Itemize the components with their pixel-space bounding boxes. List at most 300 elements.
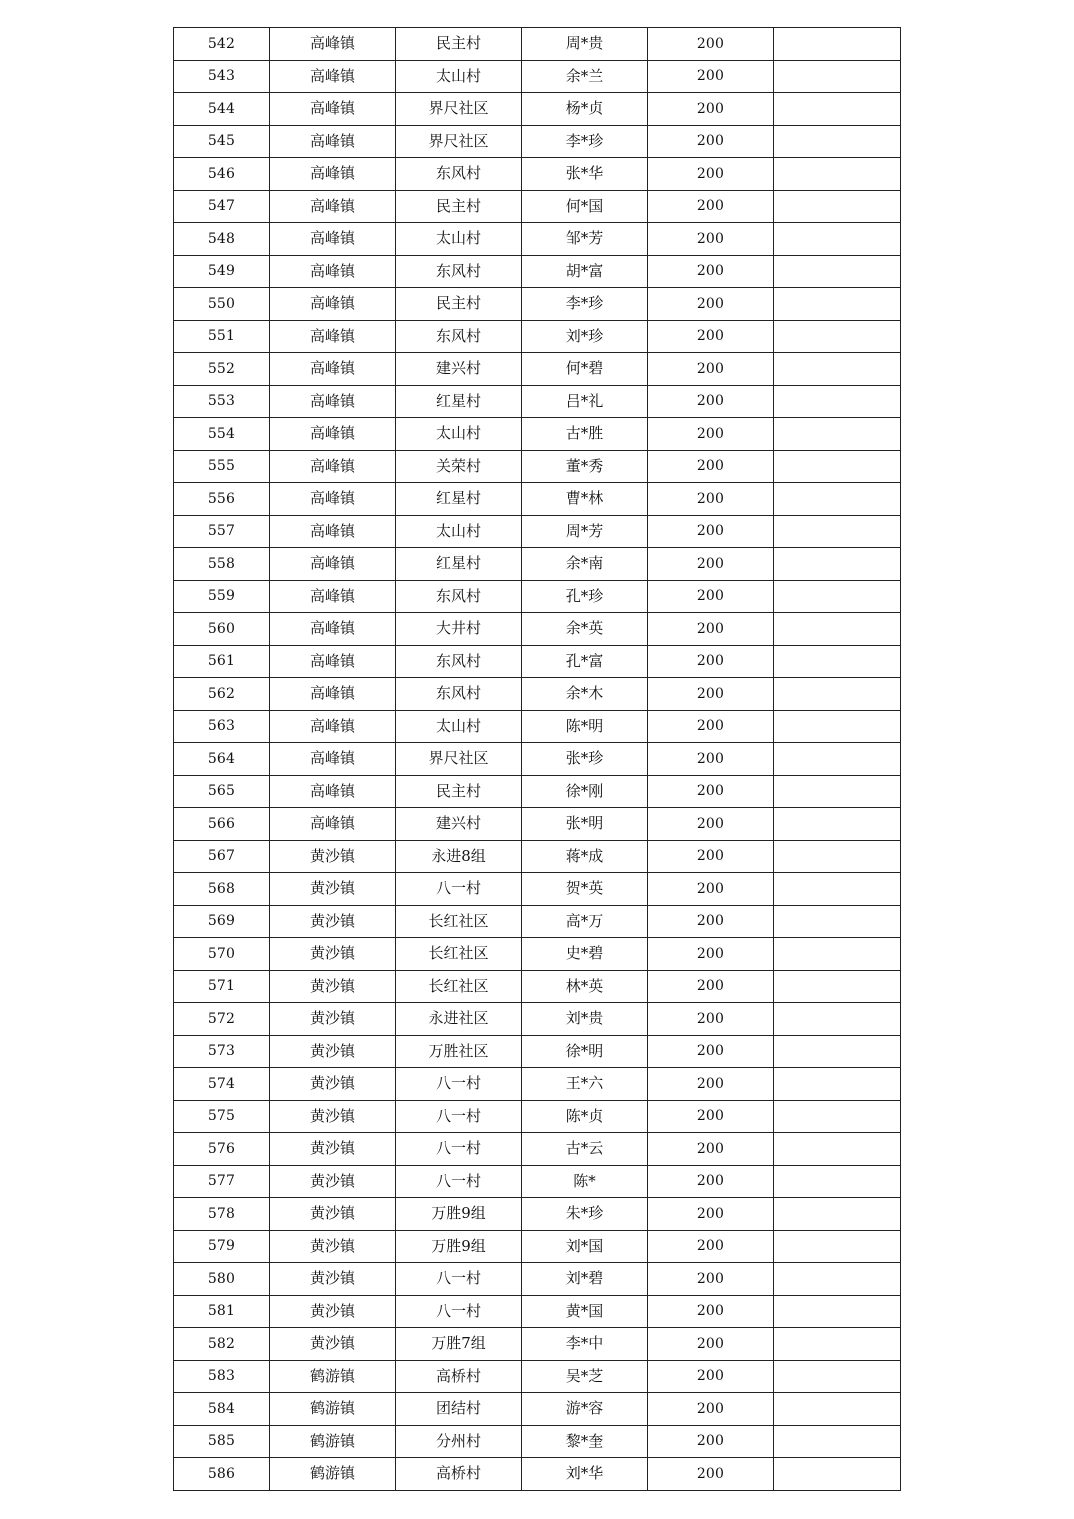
name-cell: 史*碧 [522,938,648,971]
table-row [174,158,901,191]
amount-cell: 200 [648,840,774,873]
serial-number-cell: 550 [174,288,270,321]
table-row [174,840,901,873]
note-cell [774,158,901,191]
amount-cell: 200 [648,450,774,483]
table-row [174,1458,901,1491]
amount-cell: 200 [648,1328,774,1361]
serial-number-cell: 564 [174,743,270,776]
table-row [174,678,901,711]
name-cell: 余*南 [522,548,648,581]
town-cell: 高峰镇 [270,418,396,451]
town-cell: 高峰镇 [270,548,396,581]
serial-number-cell: 580 [174,1263,270,1296]
name-cell: 高*万 [522,905,648,938]
name-cell: 陈*贞 [522,1100,648,1133]
amount-cell: 200 [648,1295,774,1328]
table-row [174,645,901,678]
table-row [174,385,901,418]
table-row [174,1100,901,1133]
table-row [174,515,901,548]
note-cell [774,1230,901,1263]
serial-number-cell: 545 [174,125,270,158]
amount-cell: 200 [648,743,774,776]
village-cell: 太山村 [396,515,522,548]
note-cell [774,1425,901,1458]
amount-cell: 200 [648,125,774,158]
village-cell: 分州村 [396,1425,522,1458]
note-cell [774,1003,901,1036]
note-cell [774,840,901,873]
village-cell: 界尺社区 [396,93,522,126]
village-cell: 民主村 [396,28,522,61]
village-cell: 建兴村 [396,808,522,841]
name-cell: 黄*国 [522,1295,648,1328]
name-cell: 刘*国 [522,1230,648,1263]
serial-number-cell: 562 [174,678,270,711]
note-cell [774,385,901,418]
name-cell: 张*明 [522,808,648,841]
note-cell [774,255,901,288]
table-row [174,970,901,1003]
name-cell: 徐*刚 [522,775,648,808]
table-row [174,1035,901,1068]
serial-number-cell: 557 [174,515,270,548]
village-cell: 关荣村 [396,450,522,483]
table-row [174,1198,901,1231]
amount-cell: 200 [648,190,774,223]
table-row [174,288,901,321]
serial-number-cell: 546 [174,158,270,191]
village-cell: 万胜社区 [396,1035,522,1068]
note-cell [774,1263,901,1296]
table-row [174,483,901,516]
name-cell: 陈* [522,1165,648,1198]
table-row [174,60,901,93]
amount-cell: 200 [648,28,774,61]
note-cell [774,450,901,483]
town-cell: 高峰镇 [270,288,396,321]
serial-number-cell: 555 [174,450,270,483]
note-cell [774,548,901,581]
village-cell: 长红社区 [396,905,522,938]
amount-cell: 200 [648,905,774,938]
village-cell: 万胜9组 [396,1198,522,1231]
amount-cell: 200 [648,158,774,191]
village-cell: 万胜9组 [396,1230,522,1263]
serial-number-cell: 543 [174,60,270,93]
town-cell: 高峰镇 [270,60,396,93]
amount-cell: 200 [648,483,774,516]
table-row [174,1425,901,1458]
village-cell: 建兴村 [396,353,522,386]
name-cell: 周*芳 [522,515,648,548]
table-row [174,255,901,288]
note-cell [774,1295,901,1328]
table-row [174,1003,901,1036]
village-cell: 东风村 [396,678,522,711]
town-cell: 高峰镇 [270,580,396,613]
note-cell [774,1068,901,1101]
serial-number-cell: 558 [174,548,270,581]
note-cell [774,125,901,158]
note-cell [774,515,901,548]
note-cell [774,353,901,386]
town-cell: 高峰镇 [270,483,396,516]
town-cell: 黄沙镇 [270,1133,396,1166]
name-cell: 朱*珍 [522,1198,648,1231]
amount-cell: 200 [648,255,774,288]
note-cell [774,710,901,743]
amount-cell: 200 [648,1198,774,1231]
serial-number-cell: 579 [174,1230,270,1263]
table-row [174,28,901,61]
town-cell: 高峰镇 [270,645,396,678]
amount-cell: 200 [648,223,774,256]
serial-number-cell: 566 [174,808,270,841]
village-cell: 东风村 [396,255,522,288]
serial-number-cell: 560 [174,613,270,646]
village-cell: 东风村 [396,645,522,678]
serial-number-cell: 548 [174,223,270,256]
amount-cell: 200 [648,288,774,321]
town-cell: 高峰镇 [270,125,396,158]
note-cell [774,580,901,613]
serial-number-cell: 578 [174,1198,270,1231]
amount-cell: 200 [648,1100,774,1133]
table-row [174,905,901,938]
note-cell [774,775,901,808]
name-cell: 余*兰 [522,60,648,93]
amount-cell: 200 [648,320,774,353]
town-cell: 黄沙镇 [270,1100,396,1133]
note-cell [774,938,901,971]
name-cell: 陈*明 [522,710,648,743]
name-cell: 蒋*成 [522,840,648,873]
serial-number-cell: 575 [174,1100,270,1133]
town-cell: 黄沙镇 [270,905,396,938]
town-cell: 黄沙镇 [270,1068,396,1101]
note-cell [774,60,901,93]
village-cell: 八一村 [396,1263,522,1296]
serial-number-cell: 547 [174,190,270,223]
town-cell: 黄沙镇 [270,1198,396,1231]
town-cell: 高峰镇 [270,158,396,191]
village-cell: 永进8组 [396,840,522,873]
town-cell: 鹤游镇 [270,1458,396,1491]
table-row [174,548,901,581]
table-row [174,1068,901,1101]
note-cell [774,873,901,906]
amount-cell: 200 [648,1458,774,1491]
name-cell: 曹*林 [522,483,648,516]
serial-number-cell: 583 [174,1360,270,1393]
town-cell: 高峰镇 [270,775,396,808]
name-cell: 贺*英 [522,873,648,906]
amount-cell: 200 [648,873,774,906]
table-row [174,418,901,451]
table-row [174,873,901,906]
town-cell: 高峰镇 [270,450,396,483]
town-cell: 高峰镇 [270,93,396,126]
town-cell: 黄沙镇 [270,1003,396,1036]
note-cell [774,1035,901,1068]
village-cell: 永进社区 [396,1003,522,1036]
name-cell: 李*珍 [522,288,648,321]
village-cell: 民主村 [396,190,522,223]
note-cell [774,418,901,451]
name-cell: 杨*贞 [522,93,648,126]
amount-cell: 200 [648,548,774,581]
name-cell: 邹*芳 [522,223,648,256]
town-cell: 黄沙镇 [270,1263,396,1296]
name-cell: 吕*礼 [522,385,648,418]
name-cell: 李*中 [522,1328,648,1361]
table-row [174,580,901,613]
village-cell: 高桥村 [396,1458,522,1491]
village-cell: 红星村 [396,548,522,581]
name-cell: 古*胜 [522,418,648,451]
name-cell: 余*英 [522,613,648,646]
amount-cell: 200 [648,1133,774,1166]
village-cell: 高桥村 [396,1360,522,1393]
serial-number-cell: 570 [174,938,270,971]
note-cell [774,288,901,321]
serial-number-cell: 586 [174,1458,270,1491]
village-cell: 八一村 [396,1165,522,1198]
town-cell: 鹤游镇 [270,1360,396,1393]
name-cell: 周*贵 [522,28,648,61]
table-row [174,710,901,743]
serial-number-cell: 559 [174,580,270,613]
table-row [174,808,901,841]
table-row [174,223,901,256]
name-cell: 游*容 [522,1393,648,1426]
table-row [174,1360,901,1393]
amount-cell: 200 [648,938,774,971]
name-cell: 林*英 [522,970,648,1003]
name-cell: 刘*华 [522,1458,648,1491]
table-row [174,938,901,971]
name-cell: 余*木 [522,678,648,711]
note-cell [774,1100,901,1133]
town-cell: 黄沙镇 [270,1165,396,1198]
serial-number-cell: 551 [174,320,270,353]
village-cell: 大井村 [396,613,522,646]
amount-cell: 200 [648,1035,774,1068]
name-cell: 吴*芝 [522,1360,648,1393]
amount-cell: 200 [648,775,774,808]
note-cell [774,678,901,711]
village-cell: 八一村 [396,1295,522,1328]
amount-cell: 200 [648,580,774,613]
village-cell: 东风村 [396,158,522,191]
town-cell: 黄沙镇 [270,1295,396,1328]
amount-cell: 200 [648,710,774,743]
table-row [174,353,901,386]
amount-cell: 200 [648,515,774,548]
serial-number-cell: 554 [174,418,270,451]
serial-number-cell: 556 [174,483,270,516]
note-cell [774,1165,901,1198]
amount-cell: 200 [648,1393,774,1426]
village-cell: 太山村 [396,60,522,93]
amount-cell: 200 [648,1165,774,1198]
town-cell: 高峰镇 [270,320,396,353]
town-cell: 高峰镇 [270,710,396,743]
name-cell: 孔*富 [522,645,648,678]
table-body [174,28,901,1491]
note-cell [774,808,901,841]
table-row [174,1133,901,1166]
serial-number-cell: 573 [174,1035,270,1068]
name-cell: 胡*富 [522,255,648,288]
village-cell: 八一村 [396,873,522,906]
town-cell: 鹤游镇 [270,1393,396,1426]
amount-cell: 200 [648,418,774,451]
town-cell: 高峰镇 [270,190,396,223]
village-cell: 红星村 [396,483,522,516]
table-row [174,1230,901,1263]
town-cell: 黄沙镇 [270,938,396,971]
amount-cell: 200 [648,385,774,418]
amount-cell: 200 [648,808,774,841]
serial-number-cell: 544 [174,93,270,126]
amount-cell: 200 [648,613,774,646]
note-cell [774,28,901,61]
amount-cell: 200 [648,645,774,678]
serial-number-cell: 561 [174,645,270,678]
name-cell: 张*珍 [522,743,648,776]
name-cell: 刘*碧 [522,1263,648,1296]
town-cell: 高峰镇 [270,678,396,711]
town-cell: 黄沙镇 [270,1035,396,1068]
serial-number-cell: 563 [174,710,270,743]
village-cell: 民主村 [396,288,522,321]
note-cell [774,743,901,776]
name-cell: 何*碧 [522,353,648,386]
town-cell: 高峰镇 [270,28,396,61]
table-row [174,1263,901,1296]
table-row [174,1165,901,1198]
serial-number-cell: 581 [174,1295,270,1328]
table-row [174,1295,901,1328]
serial-number-cell: 572 [174,1003,270,1036]
amount-cell: 200 [648,1068,774,1101]
name-cell: 孔*珍 [522,580,648,613]
amount-cell: 200 [648,1425,774,1458]
name-cell: 黎*奎 [522,1425,648,1458]
serial-number-cell: 569 [174,905,270,938]
serial-number-cell: 576 [174,1133,270,1166]
village-cell: 长红社区 [396,970,522,1003]
amount-cell: 200 [648,93,774,126]
amount-cell: 200 [648,1230,774,1263]
name-cell: 李*珍 [522,125,648,158]
town-cell: 黄沙镇 [270,1328,396,1361]
serial-number-cell: 565 [174,775,270,808]
town-cell: 高峰镇 [270,255,396,288]
village-cell: 八一村 [396,1100,522,1133]
town-cell: 高峰镇 [270,743,396,776]
name-cell: 徐*明 [522,1035,648,1068]
village-cell: 太山村 [396,223,522,256]
amount-cell: 200 [648,1003,774,1036]
village-cell: 界尺社区 [396,125,522,158]
village-cell: 长红社区 [396,938,522,971]
amount-cell: 200 [648,353,774,386]
town-cell: 高峰镇 [270,385,396,418]
subsidy-roster-table [173,27,901,1491]
village-cell: 太山村 [396,418,522,451]
village-cell: 红星村 [396,385,522,418]
village-cell: 八一村 [396,1133,522,1166]
table-row [174,450,901,483]
note-cell [774,1458,901,1491]
note-cell [774,190,901,223]
amount-cell: 200 [648,970,774,1003]
amount-cell: 200 [648,678,774,711]
serial-number-cell: 574 [174,1068,270,1101]
town-cell: 黄沙镇 [270,840,396,873]
town-cell: 黄沙镇 [270,970,396,1003]
table-row [174,320,901,353]
table-row [174,1393,901,1426]
town-cell: 高峰镇 [270,353,396,386]
town-cell: 高峰镇 [270,223,396,256]
note-cell [774,645,901,678]
serial-number-cell: 567 [174,840,270,873]
note-cell [774,1198,901,1231]
town-cell: 高峰镇 [270,808,396,841]
table-row [174,125,901,158]
village-cell: 八一村 [396,1068,522,1101]
name-cell: 何*国 [522,190,648,223]
note-cell [774,1360,901,1393]
town-cell: 高峰镇 [270,613,396,646]
note-cell [774,93,901,126]
note-cell [774,613,901,646]
amount-cell: 200 [648,60,774,93]
note-cell [774,1133,901,1166]
note-cell [774,970,901,1003]
name-cell: 古*云 [522,1133,648,1166]
serial-number-cell: 568 [174,873,270,906]
serial-number-cell: 542 [174,28,270,61]
serial-number-cell: 552 [174,353,270,386]
table-row [174,190,901,223]
amount-cell: 200 [648,1263,774,1296]
village-cell: 界尺社区 [396,743,522,776]
amount-cell: 200 [648,1360,774,1393]
table-row [174,613,901,646]
note-cell [774,1393,901,1426]
town-cell: 黄沙镇 [270,1230,396,1263]
table-row [174,93,901,126]
serial-number-cell: 553 [174,385,270,418]
village-cell: 团结村 [396,1393,522,1426]
village-cell: 民主村 [396,775,522,808]
serial-number-cell: 577 [174,1165,270,1198]
serial-number-cell: 585 [174,1425,270,1458]
table-row [174,1328,901,1361]
table-row [174,775,901,808]
note-cell [774,905,901,938]
name-cell: 刘*贵 [522,1003,648,1036]
note-cell [774,1328,901,1361]
note-cell [774,320,901,353]
note-cell [774,483,901,516]
